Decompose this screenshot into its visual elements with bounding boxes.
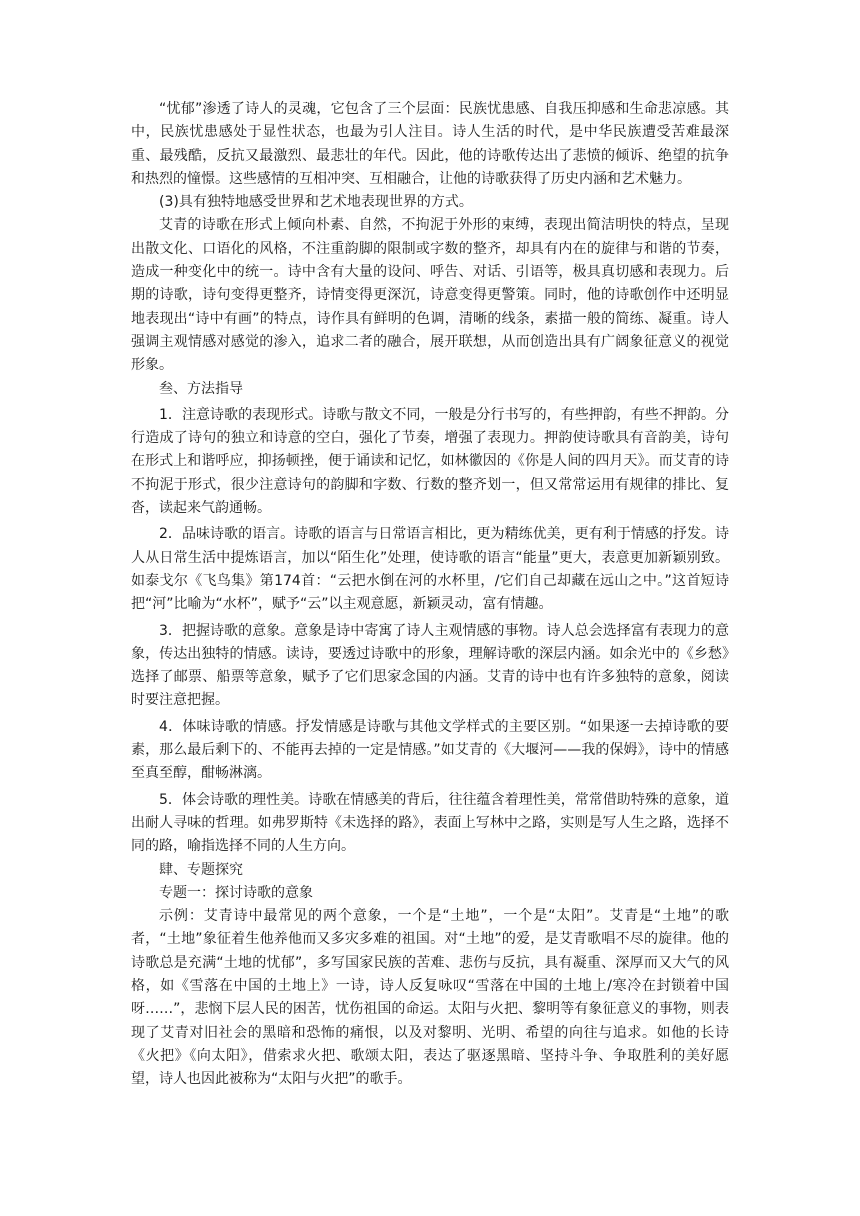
method-item-1: 1．注意诗歌的表现形式。诗歌与散文不同，一般是分行书写的，有些押韵，有些不押韵。分行造成了诗句的独立和诗意的空白，强化了节奏，增强了表现力。押韵使诗歌具有音韵美，诗句在形式上和谐呼应，抑扬顿挫，便于诵读和记忆，如林徽因的《你是人间的四月天》。而艾青的诗不拘泥于形式，很少注意诗句的韵脚和字数、行数的整齐划一，但又常常运用有规律的排比、复沓，读起来气韵通畅。 bbox=[131, 406, 729, 517]
section-heading-topic: 肆、专题探究 bbox=[159, 861, 243, 878]
method-item-3: 3．把握诗歌的意象。意象是诗中寄寓了诗人主观情感的事物。诗人总会选择富有表现力的意象，传达出独特的情感。读诗，要透过诗歌中的形象，理解诗歌的深层内涵。如余光中的《乡愁》选择了邮票、船票等意象，赋予了它们思家念国的内涵。艾青的诗中也有许多独特的意象，阅读时要注意把握。 bbox=[131, 622, 729, 709]
topic-1-heading: 专题一：探讨诗歌的意象 bbox=[159, 884, 313, 901]
section-heading-method: 叁、方法指导 bbox=[159, 380, 243, 397]
paragraph-form-style: 艾青的诗歌在形式上倾向朴素、自然，不拘泥于外形的束缚，表现出简洁明快的特点，呈现出散文化、口语化的风格，不注重韵脚的限制或字数的整齐，却具有内在的旋律与和谐的节奏，造成一种变化中的统一。诗中含有大量的设问、呼告、对话、引语等，极具真切感和表现力。后期的诗歌，诗句变得更整齐，诗情变得更深沉，诗意变得更警策。同时，他的诗歌创作中还明显地表现出“诗中有画”的特点，诗作具有鲜明的色调，清晰的线条，素描一般的简练、凝重。诗人强调主观情感对感觉的渗入，追求二者的融合，展开联想，从而创造出具有广阔象征意义的视觉形象。 bbox=[131, 217, 729, 374]
document-body bbox=[131, 98, 729, 1091]
method-item-4: 4．体味诗歌的情感。抒发情感是诗歌与其他文学样式的主要区别。“如果逐一去掉诗歌的要素，那么最后剩下的、不能再去掉的一定是情感。”如艾青的《大堰河——我的保姆》，诗中的情感至真至醇，酣畅淋漓。 bbox=[131, 718, 729, 782]
method-item-2: 2．品味诗歌的语言。诗歌的语言与日常语言相比，更为精练优美，更有利于情感的抒发。诗人从日常生活中提炼语言，加以“陌生化”处理，使诗歌的语言“能量”更大，表意更加新颖别致。如泰戈尔《飞鸟集》第174首：“云把水倒在河的水杯里，/它们自己却藏在远山之中。”这首短诗把“河”比喻为“水杯”，赋予“云”以主观意愿，新颖灵动，富有情趣。 bbox=[131, 526, 729, 613]
paragraph-melancholy: “忧郁”渗透了诗人的灵魂，它包含了三个层面：民族忧患感、自我压抑感和生命悲凉感。其中，民族忧患感处于显性状态，也最为引人注目。诗人生活的时代，是中华民族遭受苦难最深重、最残酷，反抗又最激烈、最悲壮的年代。因此，他的诗歌传达出了悲愤的倾诉、绝望的抗争和热烈的憧憬。这些感情的互相冲突、互相融合，让他的诗歌获得了历史内涵和艺术魅力。 bbox=[131, 101, 729, 187]
topic-1-example: 示例：艾青诗中最常见的两个意象，一个是“土地”，一个是“太阳”。艾青是“土地”的歌者，“土地”象征着生他养他而又多灾多难的祖国。对“土地”的爱，是艾青歌唱不尽的旋律。他的诗歌总是充满“土地的忧郁”，多写国家民族的苦难、悲伤与反抗，具有凝重、深厚而又大气的风格，如《雪落在中国的土地上》一诗，诗人反复咏叹“雪落在中国的土地上/寒冷在封锁着中国呀……”，悲悯下层人民的困苦，忧伤祖国的命运。太阳与火把、黎明等有象征意义的事物，则表现了艾青对旧社会的黑暗和恐怖的痛恨，以及对黎明、光明、希望的向往与追求。如他的长诗《火把》《向太阳》，借索求火把、歌颂太阳，表达了驱逐黑暗、坚持斗争、争取胜利的美好愿望，诗人也因此被称为“太阳与火把”的歌手。 bbox=[131, 908, 729, 1088]
method-item-5: 5．体会诗歌的理性美。诗歌在情感美的背后，往往蕴含着理性美，常常借助特殊的意象，道出耐人寻味的哲理。如弗罗斯特《未选择的路》，表面上写林中之路，实则是写人生之路，选择不同的路，喻指选择不同的人生方向。 bbox=[131, 791, 729, 855]
paragraph-point-3: (3)具有独特地感受世界和艺术地表现世界的方式。 bbox=[159, 194, 473, 211]
